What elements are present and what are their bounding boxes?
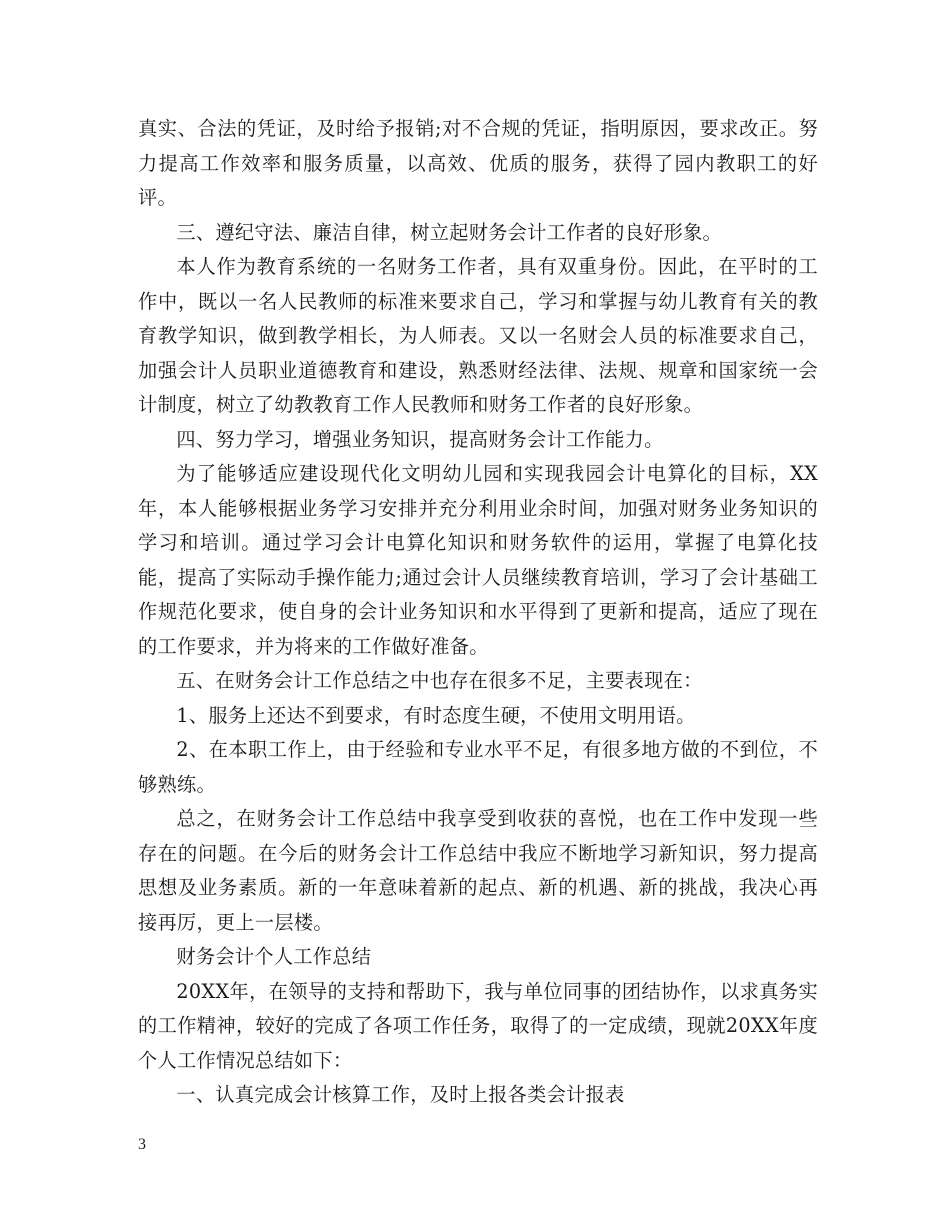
paragraph: 四、努力学习，增强业务知识，提高财务会计工作能力。 [176,427,664,451]
paragraph: 20XX年，在领导的支持和帮助下，我与单位同事的团结协作，以求真务实的工作精神，较好的完成了各项工作任务，取得了的一定成绩，现就20XX年度个人工作情况总结如下： [138,979,818,1072]
paragraph: 本人作为教育系统的一名财务工作者，具有双重身份。因此，在平时的工作中，既以一名人民教师的标准来要求自己，学习和掌握与幼儿教育有关的教育教学知识，做到教学相长，为人师表。又以一名财会人员的标准要求自己，加强会计人员职业道德教育和建设，熟悉财经法律、法规、规章和国家统一会计制度，树立了幼教教育工作人民教师和财务工作者的良好形象。 [138,255,818,416]
paragraph: 一、认真完成会计核算工作，及时上报各类会计报表 [176,1083,625,1106]
body-text [138,112,818,1113]
paragraph: 2、在本职工作上，由于经验和专业水平不足，有很多地方做的不到位，不够熟练。 [138,738,818,796]
paragraph: 真实、合法的凭证，及时给予报销;对不合规的凭证，指明原因，要求改正。努力提高工作效率和服务质量，以高效、优质的服务，获得了园内教职工的好评。 [138,117,818,209]
paragraph: 1、服务上还达不到要求，有时态度生硬，不使用文明用语。 [176,703,696,727]
paragraph: 三、遵纪守法、廉洁自律，树立起财务会计工作者的良好形象。 [176,220,723,244]
paragraph: 总之，在财务会计工作总结中我享受到收获的喜悦，也在工作中发现一些存在的问题。在今后的财务会计工作总结中我应不断地学习新知识，努力提高思想及业务素质。新的一年意味着新的起点、新的机遇、新的挑战，我决心再接再厉，更上一层楼。 [138,807,818,934]
paragraph: 为了能够适应建设现代化文明幼儿园和实现我园会计电算化的目标，XX年，本人能够根据业务学习安排并充分利用业余时间，加强对财务业务知识的学习和培训。通过学习会计电算化知识和财务软件的运用，掌握了电算化技能，提高了实际动手操作能力;通过会计人员继续教育培训，学习了会计基础工作规范化要求，使自身的会计业务知识和水平得到了更新和提高，适应了现在的工作要求，并为将来的工作做好准备。 [138,462,818,658]
page-number: 3 [138,1136,146,1153]
paragraph: 五、在财务会计工作总结之中也存在很多不足，主要表现在： [176,669,703,692]
paragraph: 财务会计个人工作总结 [176,945,372,968]
